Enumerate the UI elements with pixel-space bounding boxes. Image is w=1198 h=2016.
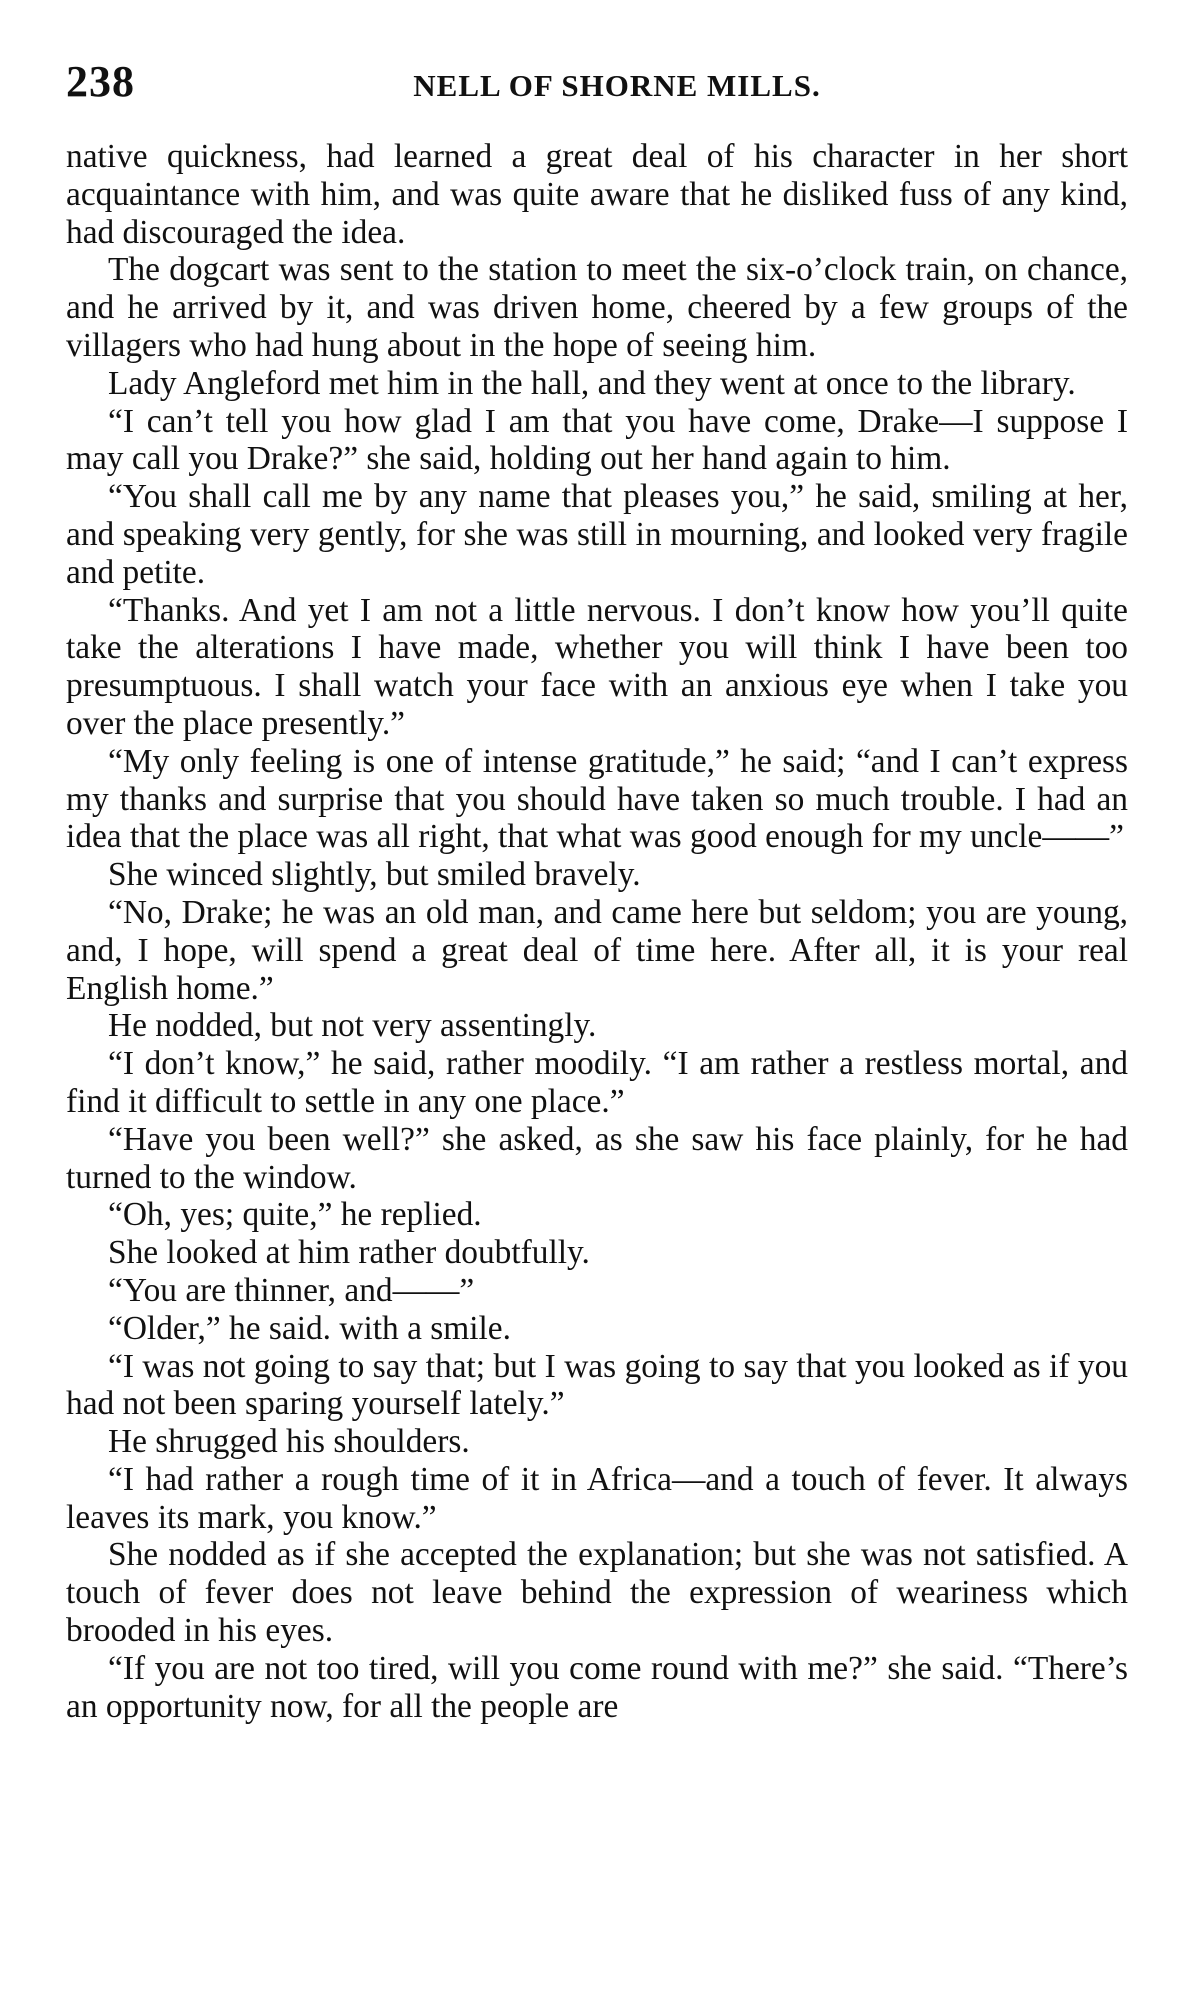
paragraph: She winced slightly, but smiled bravely.: [108, 856, 641, 894]
paragraph: “My only feeling is one of intense gratitude,” he said; “and I can’t express my thanks and surprise that you should have taken so much trouble. I had an idea that the place was all right, that what was good enough for my uncle——”: [66, 742, 1128, 856]
paragraph: native quickness, had learned a great deal of his character in her short acquaintance with him, and was quite aware that he disliked fuss of any kind, had discouraged the idea.: [66, 138, 1128, 251]
paragraph: “I don’t know,” he said, rather moodily. “I am rather a restless mortal, and find it difficult to settle in any one place.”: [66, 1045, 1128, 1120]
paragraph: “Older,” he said. with a smile.: [108, 1309, 511, 1347]
paragraph: “Thanks. And yet I am not a little nervous. I don’t know how you’ll quite take the alterations I have made, whether you will think I have been too presumptuous. I shall watch your face with an anxious eye when I take you over the place presently.”: [66, 591, 1128, 742]
book-page: [66, 57, 1128, 1990]
paragraph: “No, Drake; he was an old man, and came here but seldom; you are young, and, I hope, will spend a great deal of time here. After all, it is your real English home.”: [66, 893, 1128, 1007]
page-number: 238: [66, 57, 135, 106]
paragraph: “If you are not too tired, will you come round with me?” she said. “There’s an opportunity now, for all the people are: [66, 1649, 1128, 1725]
paragraph: “I can’t tell you how glad I am that you have come, Drake—I suppose I may call you Drake?” she said, holding out her hand again to him.: [66, 402, 1128, 478]
paragraph: She looked at him rather doubtfully.: [108, 1234, 590, 1272]
paragraph: Lady Angleford met him in the hall, and they went at once to the library.: [108, 364, 1076, 402]
paragraph: “I was not going to say that; but I was going to say that you looked as if you had not been sparing yourself lately.”: [66, 1347, 1128, 1423]
body-text: [66, 138, 1128, 1725]
paragraph: He nodded, but not very assentingly.: [108, 1007, 597, 1045]
paragraph: She nodded as if she accepted the explanation; but she was not satisfied. A touch of fever does not leave behind the expression of weariness which brooded in his eyes.: [66, 1536, 1128, 1650]
paragraph: “You shall call me by any name that pleases you,” he said, smiling at her, and speaking very gently, for she was still in mourning, and looked very fragile and petite.: [66, 478, 1128, 591]
paragraph: He shrugged his shoulders.: [108, 1423, 470, 1461]
paragraph: “Have you been well?” she asked, as she saw his face plainly, for he had turned to the window.: [66, 1120, 1128, 1196]
paragraph: “Oh, yes; quite,” he replied.: [108, 1196, 482, 1234]
paragraph: “I had rather a rough time of it in Africa—and a touch of fever. It always leaves its mark, you know.”: [66, 1460, 1128, 1536]
page-header: [66, 57, 1128, 122]
paragraph: The dogcart was sent to the station to meet the six-o’clock train, on chance, and he arrived by it, and was driven home, cheered by a few groups of the villagers who had hung about in the hope of seeing him.: [66, 251, 1128, 364]
paragraph: “You are thinner, and——”: [108, 1271, 475, 1309]
running-title: NELL OF SHORNE MILLS.: [413, 68, 821, 103]
